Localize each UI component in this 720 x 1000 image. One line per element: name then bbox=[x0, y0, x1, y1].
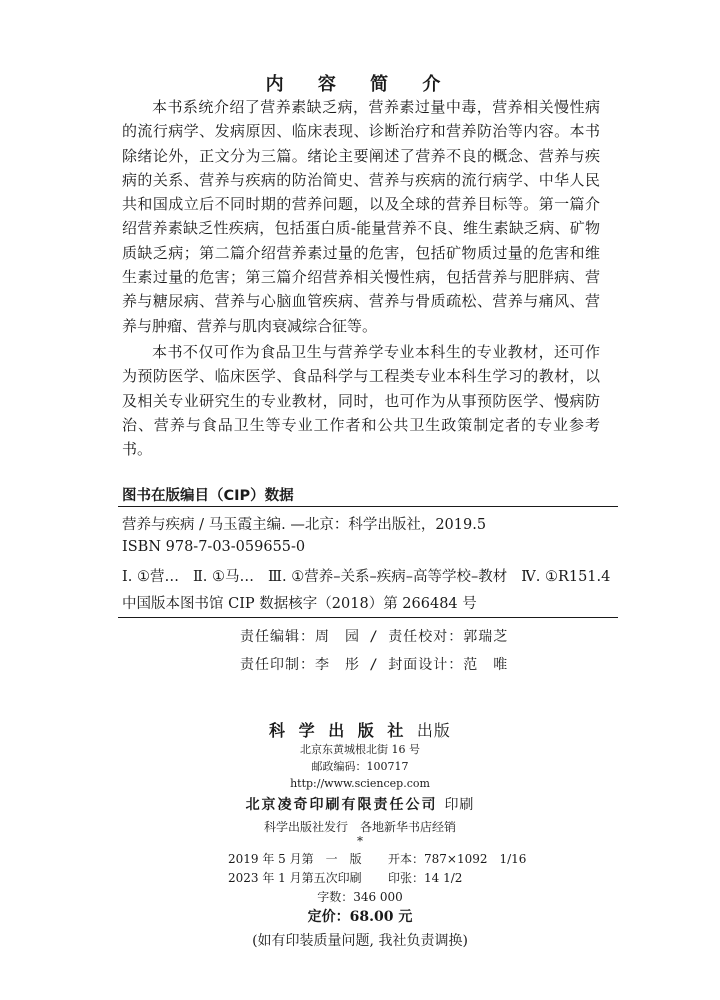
edition-format: 开本：787×1092 1/16 bbox=[388, 852, 527, 866]
publisher-postcode: 邮政编码：100717 bbox=[311, 760, 409, 773]
cip-record-number: 中国版本图书馆 CIP 数据核字（2018）第 266484 号 bbox=[122, 596, 477, 612]
cip-title-line: 营养与疾病 / 马玉霞主编. —北京：科学出版社，2019.5 bbox=[122, 517, 487, 533]
edition-printing: 2023 年 1 月第五次印刷 bbox=[228, 871, 362, 885]
edition-line bbox=[228, 850, 527, 867]
summary-paragraph: 本书系统介绍了营养素缺乏病，营养素过量中毒，营养相关慢性病的流行病学、发病原因、临床表现、诊断治疗和营养防治等内容。本书除绪论外，正文分为三篇。绪论主要阐述了营养不良的概念、营养与疾病的关系、营养与疾病的防治简史、营养与疾病的流行病学、中华人民共和国成立后不同时期的营养问题，以及全球的营养目标等。第一篇介绍营养素缺乏性疾病，包括蛋白质-能量营养不良、维生素缺乏病、矿物质缺乏病；第二篇介绍营养素过量的危害，包括矿物质过量的危害和维生素过量的危害；第三篇介绍营养相关慢性病，包括营养与肥胖病、营养与糖尿病、营养与心脑血管疾病、营养与骨质疏松、营养与痛风、营养与肿瘤、营养与肌肉衰减综合征等。 bbox=[122, 98, 600, 335]
cip-classification bbox=[122, 565, 610, 586]
quality-note: (如有印装质量问题, 我社负责调换) bbox=[252, 933, 468, 949]
staff-editors: 责任编辑：周 园 / 责任校对：郭瑞芝 bbox=[240, 629, 509, 645]
summary-paragraph: 本书不仅可作为食品卫生与营养学专业本科生的专业教材，还可作为预防医学、临床医学、食品科学与工程类专业本科生学习的教材，以及相关专业研究生的专业教材，同时，也可作为从事预防医学、慢病防治、营养与食品卫生等专业工作者和公共卫生政策制定者的专业参考书。 bbox=[122, 342, 600, 459]
publisher-name bbox=[0, 718, 720, 741]
cip-heading: 图书在版编目（CIP）数据 bbox=[122, 488, 294, 504]
publisher-logo-text: 科 学 出 版 社 bbox=[269, 721, 408, 740]
cip-data-box bbox=[118, 506, 618, 618]
edition-sheets: 印张：14 1/2 bbox=[388, 871, 463, 885]
printer-suffix: 印刷 bbox=[444, 797, 475, 813]
cip-class-2: Ⅱ. ①马… bbox=[192, 569, 255, 585]
printer-line bbox=[0, 794, 720, 814]
cip-class-4: Ⅳ. ①R151.4 bbox=[521, 569, 611, 585]
printing-line bbox=[228, 869, 463, 886]
summary-title: 内 容 简 介 bbox=[265, 74, 455, 95]
edition-first: 2019 年 5 月第 一 版 bbox=[228, 852, 362, 866]
publisher-block bbox=[0, 718, 720, 847]
publisher-url: http://www.sciencep.com bbox=[290, 777, 430, 790]
staff-production: 责任印制：李 彤 / 封面设计：范 唯 bbox=[240, 657, 509, 673]
publisher-address: 北京东黄城根北街 16 号 bbox=[300, 743, 420, 756]
summary-body bbox=[122, 95, 600, 463]
separator-star: * bbox=[357, 834, 363, 848]
cip-class-3: Ⅲ. ①营养–关系–疾病–高等学校–教材 bbox=[268, 569, 508, 585]
printer-name: 北京凌奇印刷有限责任公司 bbox=[245, 797, 438, 813]
cip-isbn: ISBN 978-7-03-059655-0 bbox=[122, 539, 306, 555]
price: 定价：68.00 元 bbox=[307, 909, 413, 925]
cip-class-1: Ⅰ. ①营… bbox=[122, 569, 179, 585]
distribution-line: 科学出版社发行 各地新华书店经销 bbox=[263, 820, 456, 834]
word-count: 字数：346 000 bbox=[317, 890, 403, 904]
publisher-suffix: 出版 bbox=[416, 721, 451, 740]
